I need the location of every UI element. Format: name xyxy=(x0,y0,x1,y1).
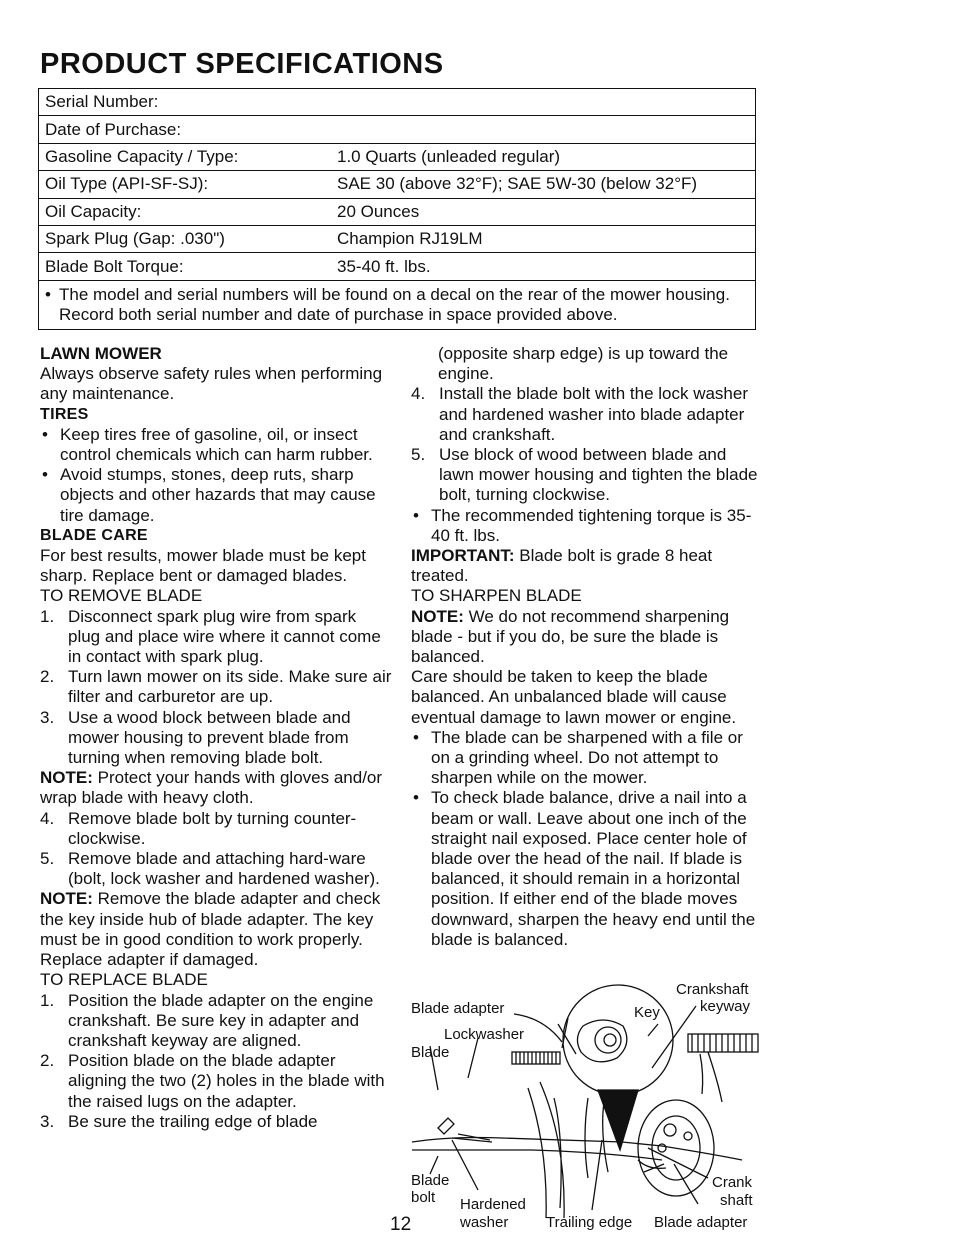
blade-care-heading: BLADE CARE xyxy=(40,526,148,544)
sharpen-blade-heading: TO SHARPEN BLADE xyxy=(411,586,582,606)
spec-row xyxy=(39,226,755,253)
hardened-washer-label: Hardened xyxy=(460,1196,526,1213)
crank-shaft-label: Crank xyxy=(712,1174,753,1191)
step-number: 3. xyxy=(40,707,55,727)
spec-label: Serial Number: xyxy=(45,92,159,112)
note-label: NOTE: xyxy=(40,889,93,909)
bullet-icon: • xyxy=(413,788,419,808)
spec-value: 35-40 ft. lbs. xyxy=(337,256,431,276)
bullet-icon: • xyxy=(413,505,419,525)
list-item xyxy=(40,425,392,465)
blade-care-text: For best results, mower blade must be kept sharp. Replace bent or damaged blades. xyxy=(40,546,366,586)
care-text: Care should be taken to keep the blade balanced. An unbalanced blade will cause eventual damage to lawn mower or engine. xyxy=(411,667,737,727)
spec-label: Oil Type (API-SF-SJ): xyxy=(45,174,209,194)
blade-bolt-label: Blade xyxy=(411,1172,450,1189)
blade-bolt-label: bolt xyxy=(411,1189,436,1206)
step-text: Disconnect spark plug wire from spark plug and place wire where it cannot come in contact with spark plug. xyxy=(68,606,381,667)
step-text: Install the blade bolt with the lock washer and hardened washer into blade adapter and crankshaft. xyxy=(439,384,749,444)
step-text: Remove blade bolt by turning counter-clockwise. xyxy=(68,808,357,848)
step-number: 4. xyxy=(40,808,55,828)
list-item xyxy=(40,607,392,668)
spec-note xyxy=(39,281,755,329)
spec-note-text: The model and serial numbers will be found on a decal on the rear of the mower housing. Record both serial number and date of purchase in space provided above. xyxy=(59,284,730,324)
list-item-text: To check blade balance, drive a nail into a beam or wall. Leave about one inch of the straight nail exposed. Place center hole of blade over the head of the nail. If blade is balanced, it should remain in a horizontal position. If either end of the blade moves downward, sharpen the heavy end until the blade is balanced. xyxy=(431,788,756,949)
step-number: 2. xyxy=(40,1051,55,1071)
step-text: Position blade on the blade adapter aligning the two (2) holes in the blade with the raised lugs on the adapter. xyxy=(68,1051,385,1111)
spec-value: Champion RJ19LM xyxy=(337,229,483,249)
list-item xyxy=(40,708,392,769)
step-number: 5. xyxy=(40,849,55,869)
spec-table xyxy=(38,88,756,330)
list-item xyxy=(411,506,761,546)
spec-value: 20 Ounces xyxy=(337,201,420,221)
note-paragraph xyxy=(411,607,761,668)
replace-blade-heading: TO REPLACE BLADE xyxy=(40,970,208,990)
note-text: Remove the blade adapter and check the key inside hub of blade adapter. The key must be in good condition to work properly. Replace adapter if damaged. xyxy=(40,889,381,970)
list-item xyxy=(40,991,392,1052)
step-number: 5. xyxy=(411,445,426,465)
list-item xyxy=(40,1051,392,1112)
note-text: Protect your hands with gloves and/or wrap blade with heavy cloth. xyxy=(40,768,383,808)
blade-adapter-bottom-label: Blade adapter xyxy=(654,1214,748,1231)
step-text: Use block of wood between blade and lawn mower housing and tighten the blade bolt, turning clockwise. xyxy=(439,445,758,505)
list-item-text: Avoid stumps, stones, deep ruts, sharp objects and other hazards that may cause tire damage. xyxy=(60,465,376,525)
note-paragraph xyxy=(40,768,392,808)
step-text: Use a wood block between blade and mower housing to prevent blade from turning when removing blade bolt. xyxy=(68,707,351,768)
step-number: 4. xyxy=(411,384,426,404)
continued-text: (opposite sharp edge) is up toward the engine. xyxy=(438,344,729,384)
trailing-edge-label: Trailing edge xyxy=(546,1214,633,1231)
spec-row xyxy=(39,116,755,143)
important-label: IMPORTANT: xyxy=(411,546,515,566)
list-item xyxy=(411,788,761,950)
list-item xyxy=(40,1112,392,1132)
list-item-text: The recommended tightening torque is 35-40 ft. lbs. xyxy=(431,505,752,545)
bullet-icon: • xyxy=(42,465,48,485)
left-column xyxy=(40,344,392,1132)
spec-value: 1.0 Quarts (unleaded regular) xyxy=(337,146,561,166)
spec-label: Oil Capacity: xyxy=(45,201,142,221)
note-paragraph xyxy=(40,889,392,970)
hardened-washer-label: washer xyxy=(460,1214,509,1231)
note-label: NOTE: xyxy=(411,606,464,626)
list-item xyxy=(411,728,761,789)
bullet-icon: • xyxy=(42,424,48,444)
crankshaft-keyway-label: Crankshaft xyxy=(676,981,749,998)
lockwasher-label: Lockwasher xyxy=(444,1026,525,1043)
list-item xyxy=(40,465,392,526)
step-text: Position the blade adapter on the engine crankshaft. Be sure key in adapter and crankshaft keyway are aligned. xyxy=(68,990,374,1050)
page-number: 12 xyxy=(390,1214,412,1235)
spec-label: Gasoline Capacity / Type: xyxy=(45,146,239,166)
blade-adapter-label: Blade adapter xyxy=(411,1000,505,1017)
spec-label: Spark Plug (Gap: .030") xyxy=(45,229,225,249)
right-column xyxy=(411,344,761,950)
tires-heading: TIRES xyxy=(40,405,89,423)
bullet-icon: • xyxy=(45,284,51,304)
list-item xyxy=(40,809,392,849)
list-item xyxy=(411,445,761,506)
spec-value: SAE 30 (above 32°F); SAE 5W-30 (below 32°F) xyxy=(337,174,698,194)
spec-row xyxy=(39,199,755,226)
lawn-mower-text: Always observe safety rules when performing any maintenance. xyxy=(40,364,383,404)
lawn-mower-heading: LAWN MOWER xyxy=(40,344,162,363)
step-text: Remove blade and attaching hard-ware (bolt, lock washer and hardened washer). xyxy=(68,849,380,889)
spec-row xyxy=(39,89,755,116)
blade-label: Blade xyxy=(411,1044,450,1061)
key-label: Key xyxy=(634,1004,660,1021)
important-text: Blade bolt is grade 8 heat treated. xyxy=(411,546,713,586)
list-item xyxy=(40,667,392,707)
crankshaft-keyway-label: keyway xyxy=(700,998,751,1015)
step-number: 3. xyxy=(40,1111,55,1131)
step-text: Be sure the trailing edge of blade xyxy=(68,1111,318,1131)
note-text: We do not recommend sharpening blade - but if you do, be sure the blade is balanced. xyxy=(411,606,730,667)
important-paragraph xyxy=(411,546,761,586)
step-number: 1. xyxy=(40,990,55,1010)
step-number: 1. xyxy=(40,606,55,626)
spec-row xyxy=(39,253,755,280)
remove-blade-heading: TO REMOVE BLADE xyxy=(40,586,203,606)
blade-assembly-diagram xyxy=(408,978,760,1236)
spec-label: Blade Bolt Torque: xyxy=(45,256,184,276)
crank-shaft-label: shaft xyxy=(720,1192,753,1209)
spec-row xyxy=(39,144,755,171)
list-item xyxy=(411,384,761,445)
bullet-icon: • xyxy=(413,727,419,747)
step-text: Turn lawn mower on its side. Make sure air filter and carburetor are up. xyxy=(68,667,392,707)
spec-label: Date of Purchase: xyxy=(45,119,182,139)
list-item xyxy=(40,849,392,889)
step-number: 2. xyxy=(40,667,55,687)
list-item-text: Keep tires free of gasoline, oil, or insect control chemicals which can harm rubber. xyxy=(60,424,373,465)
page-title: PRODUCT SPECIFICATIONS xyxy=(40,48,444,80)
note-label: NOTE: xyxy=(40,768,93,788)
list-item-text: The blade can be sharpened with a file or on a grinding wheel. Do not attempt to sharpen while on the mower. xyxy=(431,727,743,788)
spec-row xyxy=(39,171,755,198)
